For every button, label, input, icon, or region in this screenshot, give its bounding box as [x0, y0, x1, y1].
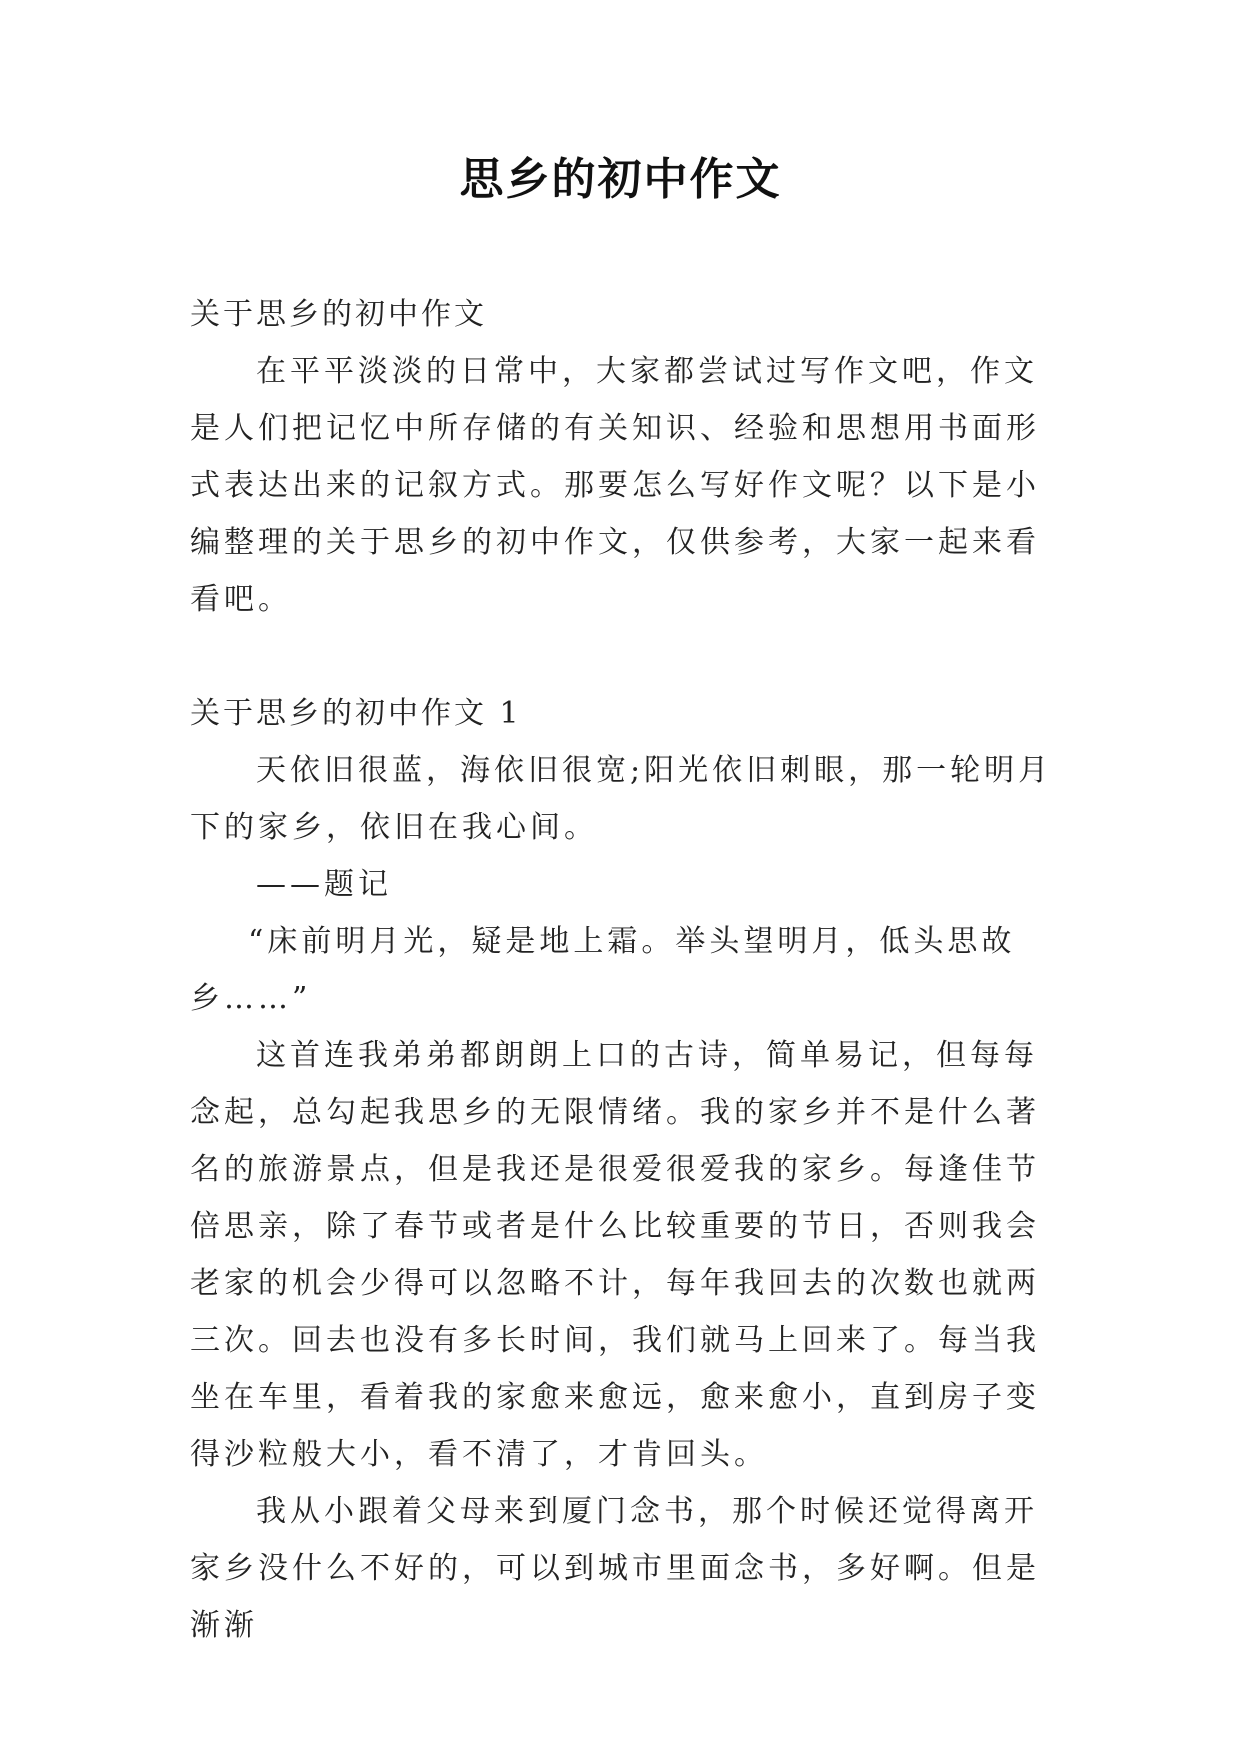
essay-paragraph: 我从小跟着父母来到厦门念书，那个时候还觉得离开家乡没什么不好的，可以到城市里面念书，多好啊。但是渐渐 — [190, 1494, 1040, 1643]
essay-heading: 关于思乡的初中作文 1 — [190, 696, 522, 731]
epigraph-attribution: ——题记 — [256, 867, 392, 902]
intro-heading: 关于思乡的初中作文 — [190, 297, 487, 332]
intro-paragraph: 在平平淡淡的日常中，大家都尝试过写作文吧，作文是人们把记忆中所存储的有关知识、经验和思想用书面形式表达出来的记叙方式。那要怎么写好作文呢？以下是小编整理的关于思乡的初中作文，仅供参考，大家一起来看看吧。 — [190, 354, 1040, 617]
essay-paragraph: 这首连我弟弟都朗朗上口的古诗，简单易记，但每每念起，总勾起我思乡的无限情绪。我的家乡并不是什么著名的旅游景点，但是我还是很爱很爱我的家乡。每逢佳节倍思亲，除了春节或者是什么比较重要的节日，否则我会老家的机会少得可以忽略不计，每年我回去的次数也就两三次。回去也没有多长时间，我们就马上回来了。每当我坐在车里，看着我的家愈来愈远，愈来愈小，直到房子变得沙粒般大小，看不清了，才肯回头。 — [190, 1038, 1040, 1472]
document-body — [190, 286, 1060, 1654]
essay-paragraph: 天依旧很蓝，海依旧很宽;阳光依旧刺眼，那一轮明月下的家乡，依旧在我心间。 — [190, 753, 1053, 845]
document-title: 思乡的初中作文 — [459, 154, 782, 205]
poem-quote: “床前明月光，疑是地上霜。举头望明月，低头思故乡……” — [190, 924, 1016, 1016]
